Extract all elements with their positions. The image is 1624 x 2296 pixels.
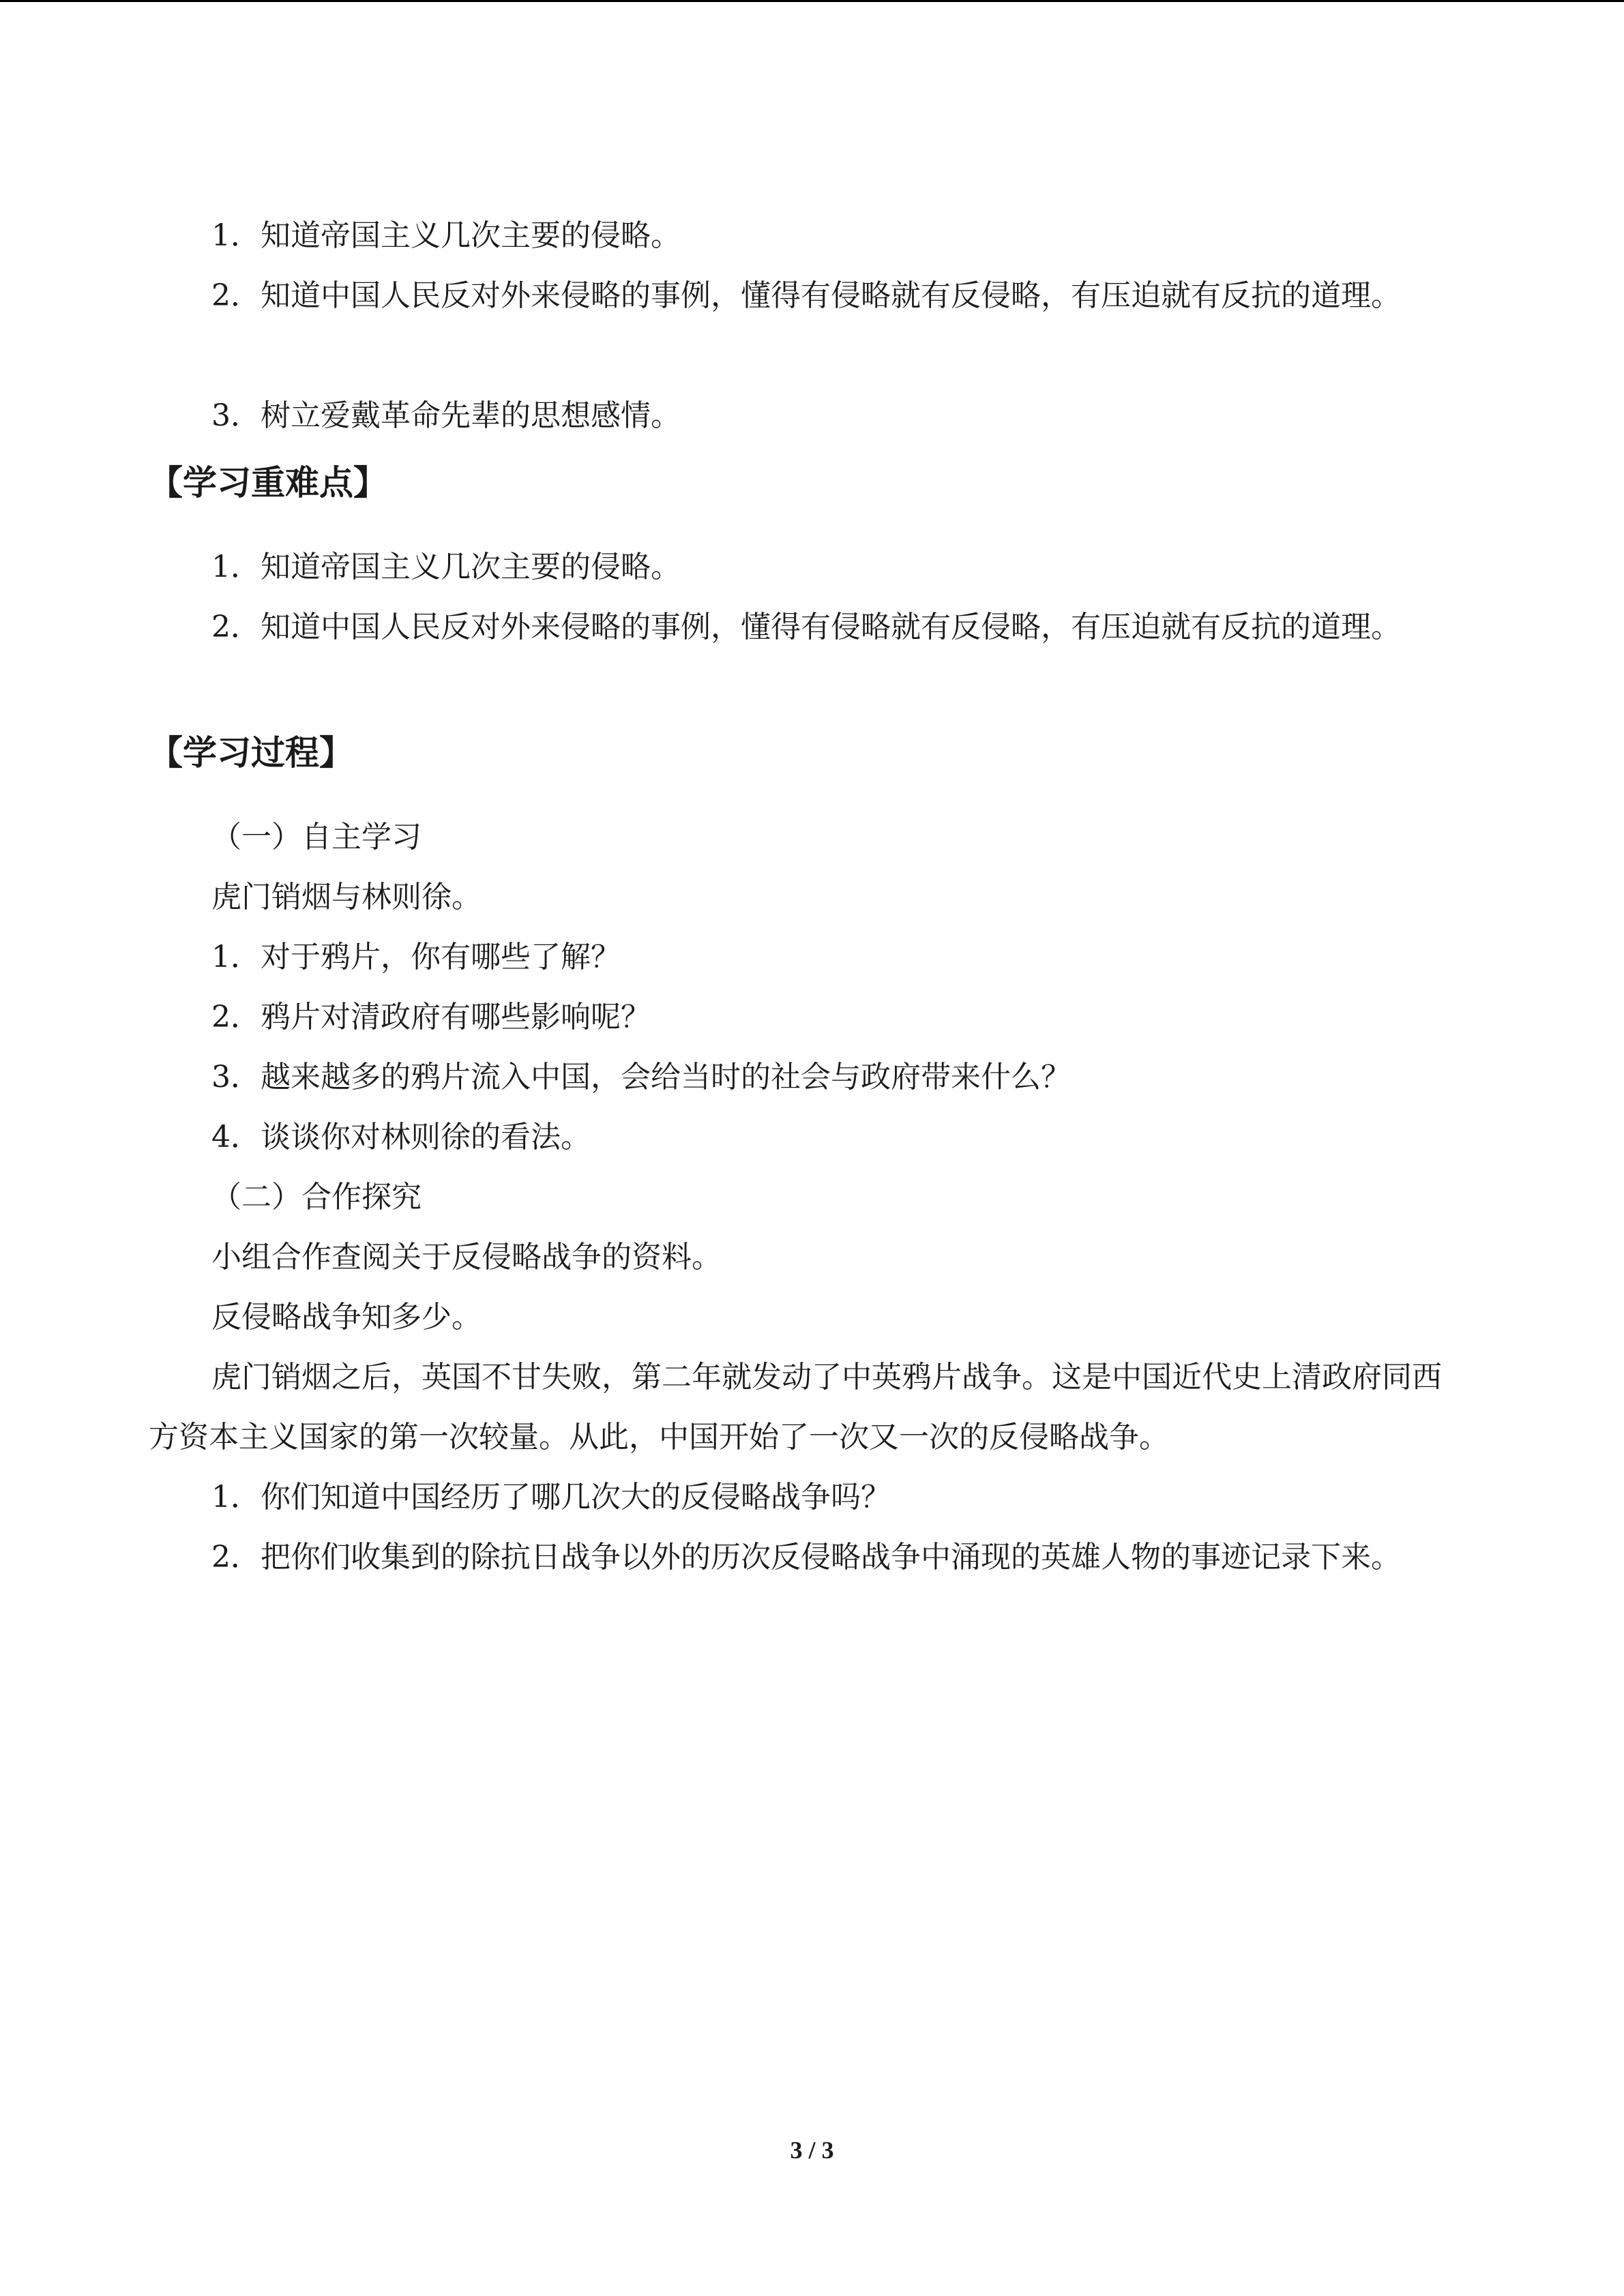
process-heading: 【学习过程】 bbox=[149, 733, 353, 773]
top-border-line bbox=[0, 0, 1624, 2]
cooperation-task: 小组合作查阅关于反侵略战争的资料。 bbox=[211, 1240, 722, 1274]
key-point-item-2: 2．知道中国人民反对外来侵略的事例，懂得有侵略就有反侵略，有压迫就有反抗的道理。 bbox=[211, 610, 1401, 644]
self-study-title: （一）自主学习 bbox=[211, 820, 422, 854]
self-study-question-3: 3．越来越多的鸦片流入中国，会给当时的社会与政府带来什么？ bbox=[211, 1060, 1071, 1094]
cooperation-topic: 反侵略战争知多少。 bbox=[211, 1300, 482, 1335]
cooperation-question-2: 2．把你们收集到的除抗日战争以外的历次反侵略战争中涌现的英雄人物的事迹记录下来。 bbox=[211, 1540, 1401, 1575]
self-study-question-4: 4．谈谈你对林则徐的看法。 bbox=[211, 1120, 591, 1154]
key-point-item-1: 1．知道帝国主义几次主要的侵略。 bbox=[211, 550, 681, 584]
self-study-question-1: 1．对于鸦片，你有哪些了解？ bbox=[211, 940, 621, 974]
goal-item-2: 2．知道中国人民反对外来侵略的事例，懂得有侵略就有反侵略，有压迫就有反抗的道理。 bbox=[211, 278, 1401, 313]
cooperation-question-1: 1．你们知道中国经历了哪几次大的反侵略战争吗？ bbox=[211, 1480, 891, 1515]
cooperation-title: （二）合作探究 bbox=[211, 1180, 422, 1214]
goal-item-1: 1．知道帝国主义几次主要的侵略。 bbox=[211, 218, 681, 253]
self-study-topic: 虎门销烟与林则徐。 bbox=[211, 880, 482, 914]
self-study-question-2: 2．鸦片对清政府有哪些影响呢？ bbox=[211, 1000, 651, 1034]
page-number: 3 / 3 bbox=[790, 2136, 834, 2164]
key-points-heading: 【学习重难点】 bbox=[149, 463, 387, 503]
goal-item-3: 3．树立爱戴革命先辈的思想感情。 bbox=[211, 398, 681, 433]
cooperation-paragraph: 虎门销烟之后，英国不甘失败，第二年就发动了中英鸦片战争。这是中国近代史上清政府同西方资本主义国家的第一次较量。从此，中国开始了一次又一次的反侵略战争。 bbox=[149, 1360, 1442, 1455]
